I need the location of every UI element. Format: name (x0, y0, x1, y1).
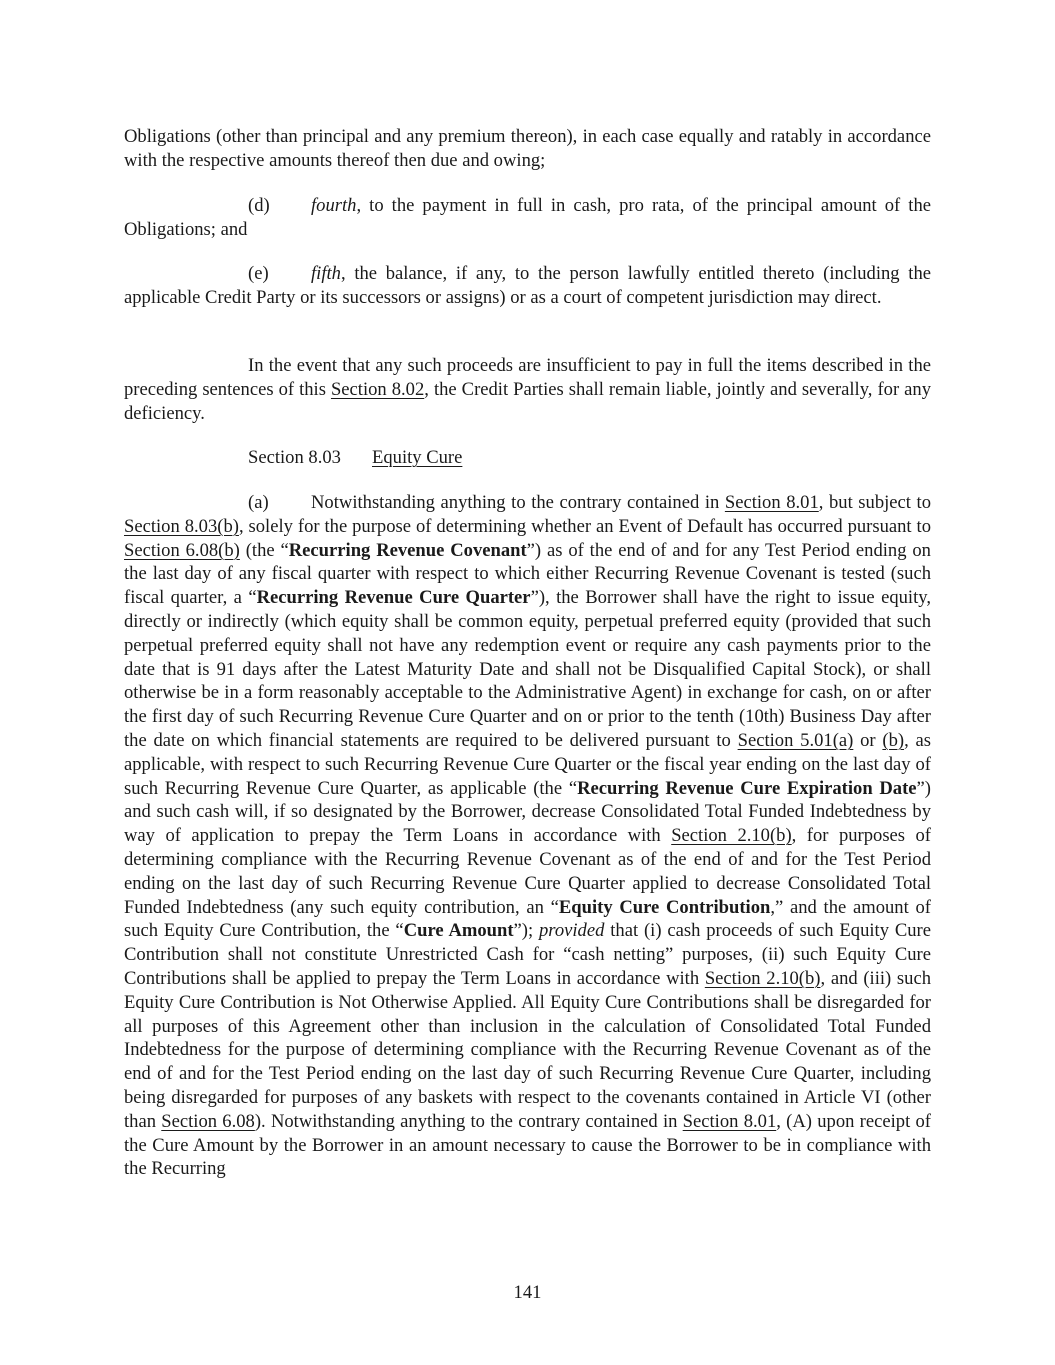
defined-term: Equity Cure Contribution (558, 896, 771, 918)
italic-term: provided (539, 920, 605, 942)
equity-cure-paragraph-a: (a) Notwithstanding anything to the contrary contained in Section 8.01, but subject to Section 8.03(b), solely for the purpose of determining whether an Event of Default has occurred pursuant to Section 6.08(b) (the “Recurring Revenue Covenant”) as of the end of and for any Test Period ending on the last day of any fiscal quarter with respect to which either Recurring Revenue Covenant is tested (such fiscal quarter, a “Recurring Revenue Cure Quarter”), the Borrower shall have the right to issue equity, directly or indirectly (which equity shall be common equity, perpetual preferred equity (provided that such perpetual preferred equity shall not have any redemption event or require any cash payments prior to the date that is 91 days after the Latest Maturity Date and shall not be Disqualified Capital Stock), or shall otherwise be in a form reasonably acceptable to the Administrative Agent) in exchange for cash, on or after the first day of such Recurring Revenue Cure Quarter and on or prior to the tenth (10th) Business Day after the date on which financial statements are required to be delivered pursuant to Section 5.01(a) or (b), as applicable, with respect to such Recurring Revenue Cure Quarter or the fiscal year ending on the last day of such Recurring Revenue Cure Quarter, as applicable (the “Recurring Revenue Cure Expiration Date”) and such cash will, if so designated by the Borrower, decrease Consolidated Total Funded Indebtedness by way of application to prepay the Term Loans in accordance with Section 2.10(b), for purposes of determining compliance with the Recurring Revenue Covenant as of the end of and for the Test Period ending on the last day of such Recurring Revenue Cure Quarter applied to decrease Consolidated Total Funded Indebtedness (any such equity contribution, an “Equity Cure Contribution,” and the amount of such Equity Cure Contribution, the “Cure Amount”); provided that (i) cash proceeds of such Equity Cure Contribution shall not constitute Unrestricted Cash for “cash netting” purposes, (ii) such Equity Cure Contributions shall be applied to prepay the Term Loans in accordance with Section 2.10(b), and (iii) such Equity Cure Contribution is Not Otherwise Applied. All Equity Cure Contributions shall be disregarded for all purposes of this Agreement other than inclusion in the calculation of Consolidated Total Funded Indebtedness for the purpose of determining compliance with the Recurring Revenue Covenant as of the end of and for the Test Period ending on the last day of such Recurring Revenue Cure Quarter, including being disregarded for purposes of any baskets with respect to the covenants contained in Article VI (other than Section 6.08). Notwithstanding anything to the contrary contained in Section 8.01, (A) upon receipt of the Cure Amount by the Borrower in an amount necessary to cause the Borrower to be in compliance with the Recurring (124, 492, 932, 1180)
clause-a-label: (a) (248, 492, 269, 513)
section-ref: (b) (882, 729, 905, 751)
section-ref: Section 6.08 (161, 1110, 255, 1132)
intro-paragraph: Obligations (other than principal and any premium thereon), in each case equally and ratably in accordance with the respective amounts thereof then due and owing; (124, 126, 931, 171)
defined-term: Recurring Revenue Cure Expiration Date (577, 777, 917, 799)
clause-d: (d) fourth, to the payment in full in cash, pro rata, of the principal amount of the Obligations; and (124, 195, 931, 240)
section-heading (248, 446, 462, 470)
page-number: 141 (513, 1282, 542, 1303)
defined-term: Cure Amount (403, 920, 514, 942)
section-number: Section 8.03 (248, 447, 341, 468)
clause-d-label: (d) (248, 195, 270, 216)
section-ref: Section 2.10(b) (671, 825, 792, 847)
clause-e-keyword: fifth (311, 263, 341, 284)
section-ref: Section 8.03(b) (124, 515, 239, 537)
defined-term: Recurring Revenue Cure Quarter (256, 587, 531, 609)
defined-term: Recurring Revenue Covenant (288, 539, 527, 561)
section-ref: Section 8.01 (682, 1110, 777, 1132)
insufficient-proceeds-paragraph: In the event that any such proceeds are insufficient to pay in full the items described in the preceding sentences of this Section 8.02, the Credit Parties shall remain liable, jointly and severally, for any deficiency. (124, 355, 932, 424)
section-ref: Section 6.08(b) (124, 539, 240, 561)
section-title: Equity Cure (372, 447, 463, 468)
section-ref: Section 2.10(b) (704, 967, 821, 989)
clause-d-keyword: fourth (311, 195, 357, 216)
clause-e-label: (e) (248, 263, 269, 284)
section-ref: Section 8.01 (724, 492, 819, 513)
section-ref: Section 8.02 (330, 378, 425, 400)
section-ref: Section 5.01(a) (737, 729, 854, 751)
clause-e: (e) fifth, the balance, if any, to the person lawfully entitled thereto (including the applicable Credit Party or its successors or assigns) or as a court of competent jurisdiction may direct. (124, 263, 931, 308)
